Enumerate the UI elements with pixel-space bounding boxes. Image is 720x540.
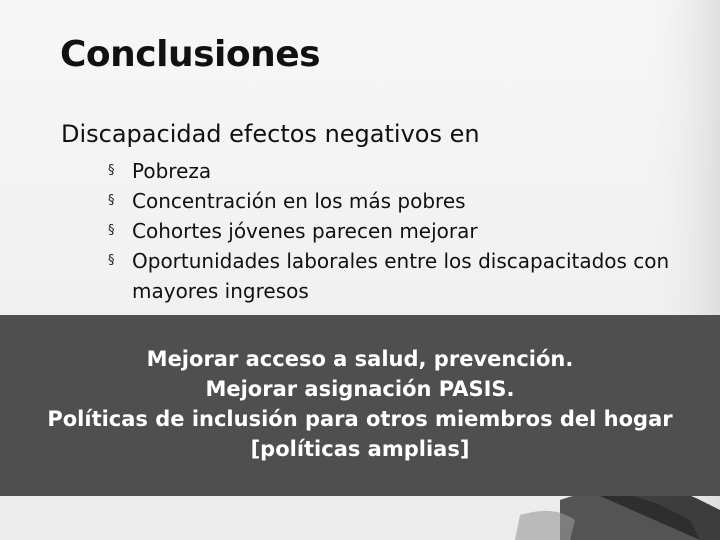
- banner-line: Mejorar acceso a salud, prevención.: [146, 347, 574, 371]
- bullet-item: [108, 216, 698, 246]
- bullet-marker-icon: §: [108, 253, 115, 268]
- bullet-marker-icon: §: [108, 193, 115, 208]
- slide-title: Conclusiones: [60, 34, 321, 75]
- bullet-marker-icon: §: [108, 163, 115, 178]
- recommendations-text: [0, 344, 720, 464]
- banner-line: Mejorar asignación PASIS.: [205, 377, 515, 401]
- bullet-text: Concentración en los más pobres: [132, 189, 466, 213]
- bullet-marker-icon: §: [108, 223, 115, 238]
- banner-line: [políticas amplias]: [250, 437, 470, 461]
- bullet-text: Pobreza: [132, 159, 212, 183]
- bullet-item: [108, 156, 698, 186]
- intro-text: Discapacidad efectos negativos en: [61, 120, 480, 148]
- bullet-text: Cohortes jóvenes parecen mejorar: [132, 219, 478, 243]
- banner-line: Políticas de inclusión para otros miembros del hogar: [47, 407, 673, 431]
- bullet-list: [108, 156, 698, 306]
- bullet-item: [108, 186, 698, 216]
- bullet-item: [108, 246, 698, 306]
- bullet-text: Oportunidades laborales entre los discapacitados con mayores ingresos: [132, 249, 670, 303]
